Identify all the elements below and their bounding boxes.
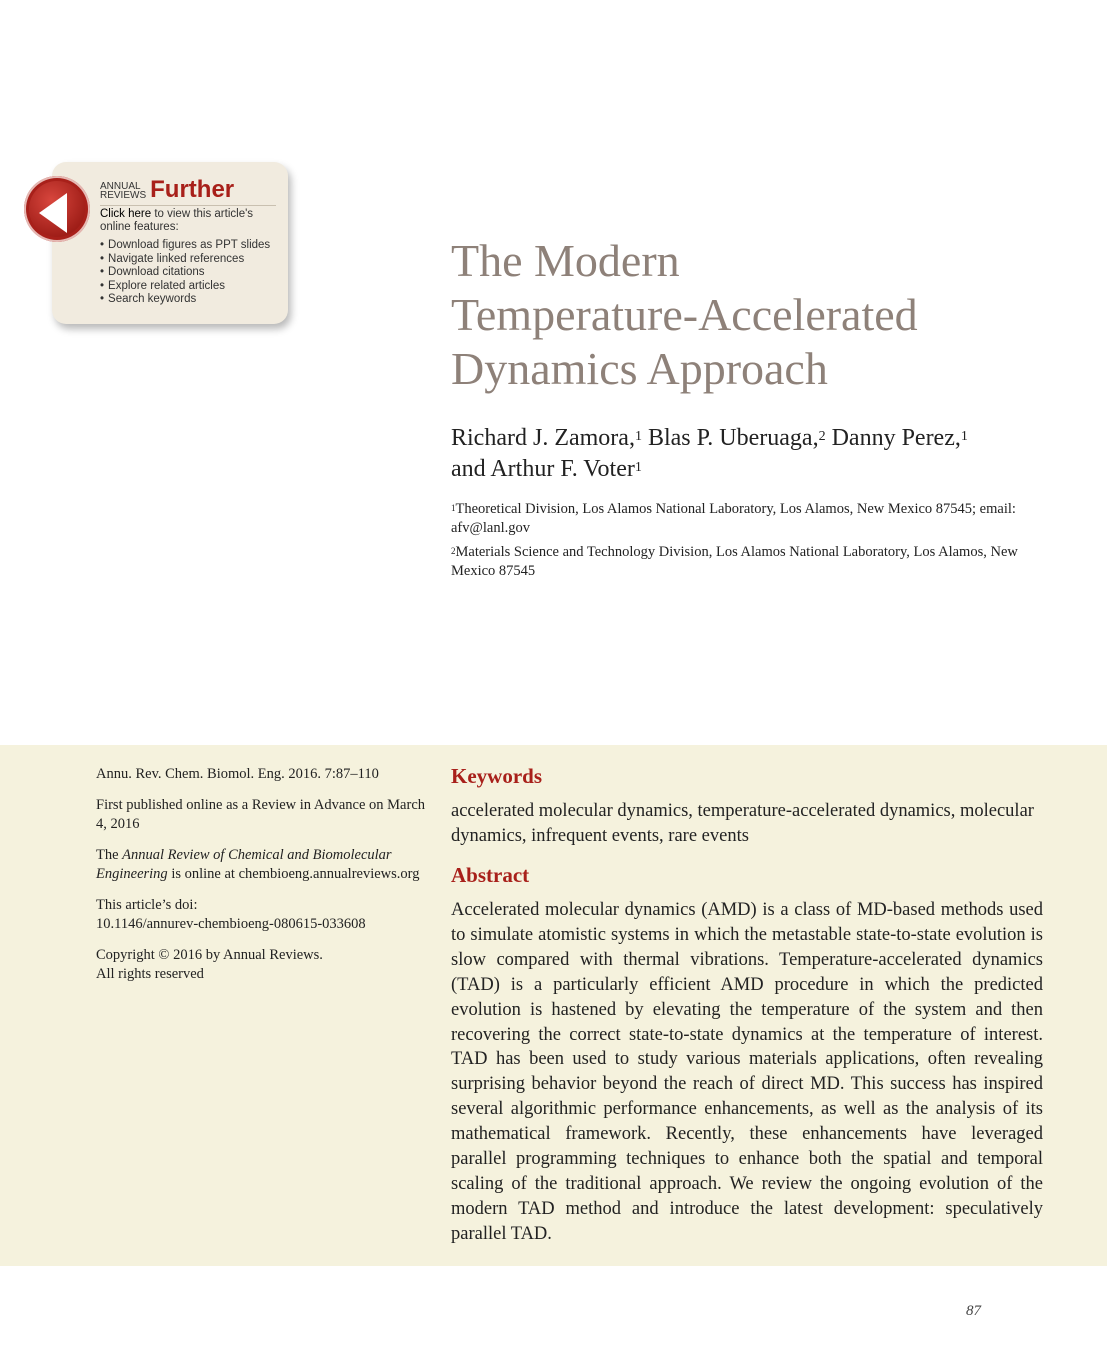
copyright-block	[96, 946, 432, 985]
affiliation	[451, 543, 1051, 581]
rights: All rights reserved	[96, 966, 204, 982]
list-item[interactable]: • Download citations	[100, 266, 280, 280]
page-number: 87	[966, 1303, 981, 1319]
list-item[interactable]: • Download figures as PPT slides	[100, 239, 280, 253]
journal-online	[96, 846, 432, 885]
list-item[interactable]: • Search keywords	[100, 293, 280, 307]
affiliation-mark: 2	[451, 546, 456, 556]
title-line: Dynamics Approach	[451, 343, 828, 394]
doi-block	[96, 896, 432, 935]
title-line: Temperature-Accelerated	[451, 289, 918, 340]
article-title	[451, 234, 1051, 396]
author-name: Danny Perez,	[831, 425, 961, 451]
author-affil-mark: 1	[960, 429, 968, 444]
click-here-rest: to view this article's online features:	[100, 208, 254, 233]
affiliation-mark: 1	[451, 503, 456, 513]
abstract-heading: Abstract	[451, 863, 530, 887]
list-item[interactable]: • Navigate linked references	[100, 253, 280, 267]
author-list	[451, 423, 1051, 485]
author-affil-mark: 1	[634, 429, 642, 444]
further-divider	[100, 205, 276, 206]
journal-suffix: is online at chembioeng.annualreviews.org	[167, 866, 420, 882]
doi-label: This article’s doi:	[96, 896, 198, 913]
author-name: and Arthur F. Voter	[451, 456, 635, 482]
copyright: Copyright © 2016 by Annual Reviews.	[96, 946, 323, 963]
logo-line-annual: ANNUAL	[100, 181, 141, 192]
author-affil-mark: 2	[818, 429, 826, 444]
doi-link[interactable]: 10.1146/annurev-chembioeng-080615-033608	[96, 916, 366, 932]
author-affil-mark: 1	[634, 460, 642, 475]
arrow-triangle	[39, 193, 67, 233]
keywords-text: accelerated molecular dynamics, temperature-accelerated dynamics, molecular dynamics, infrequent events, rare events	[451, 801, 1034, 846]
title-line: The Modern	[451, 235, 680, 286]
logo-line-reviews: REVIEWS	[100, 190, 147, 201]
further-header	[100, 178, 234, 202]
annual-reviews-logo	[100, 182, 146, 202]
first-published: First published online as a Review in Advance on March 4, 2016	[96, 796, 426, 832]
article-info-sidebar	[96, 765, 432, 996]
back-arrow-icon[interactable]	[24, 176, 90, 242]
arrow-disc	[29, 181, 85, 237]
journal-name: Annual Review of Chemical and Biomolecular Engineering	[96, 846, 392, 882]
affiliation	[451, 500, 1051, 538]
author-name: Richard J. Zamora,	[451, 425, 635, 451]
affiliation-text: Theoretical Division, Los Alamos National Laboratory, Los Alamos, New Mexico 87545; email: afv@lanl.gov	[451, 501, 1016, 536]
citation: Annu. Rev. Chem. Biomol. Eng. 2016. 7:87–110	[96, 766, 379, 782]
keywords-heading: Keywords	[451, 764, 542, 788]
author-name: Blas P. Uberuaga,	[647, 425, 819, 451]
journal-prefix: The	[96, 846, 123, 863]
affiliation-text: Materials Science and Technology Division, Los Alamos National Laboratory, Los Alamos, New Mexico 87545	[451, 544, 1018, 579]
further-features-list	[100, 239, 280, 307]
further-title: Further	[150, 176, 235, 203]
further-content	[100, 208, 280, 307]
abstract-text: Accelerated molecular dynamics (AMD) is a class of MD-based methods used to simulate atomistic systems in which the metastable state-to-state evolution is slow compared with thermal vibrations. Temperature-accelerated dynamics (TAD) is a particularly efficient AMD procedure in which the predicted evolution is hastened by elevating the temperature of the system and then recovering the correct state-to-state dynamics at the temperature of interest. TAD has been used to study various materials applications, often revealing surprising behavior beyond the reach of direct MD. This success has inspired several algorithmic performance enhancements, as well as the analysis of its mathematical framework. Recently, these enhancements have leveraged parallel programming techniques to enhance both the spatial and temporal scaling of the traditional approach. We review the ongoing evolution of the modern TAD method and introduce the latest development: speculatively parallel TAD.	[451, 900, 1043, 1244]
click-here-link[interactable]: Click here	[100, 208, 152, 220]
list-item[interactable]: • Explore related articles	[100, 280, 280, 294]
